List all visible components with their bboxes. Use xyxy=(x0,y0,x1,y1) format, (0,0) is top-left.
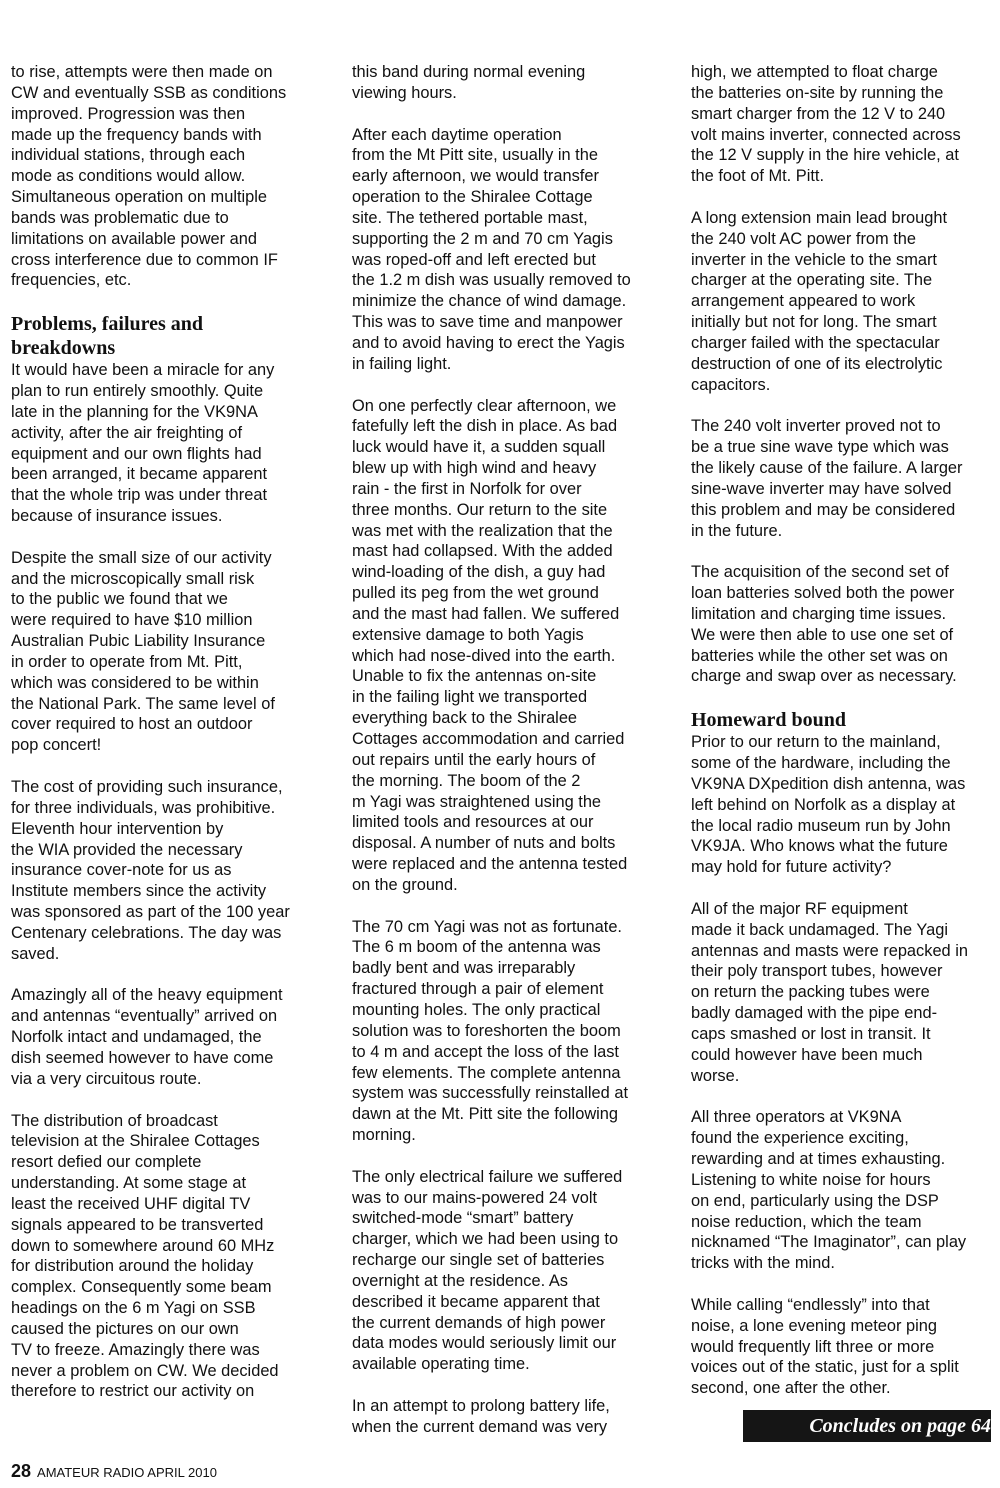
paragraph: After each daytime operation from the Mt Pitt site, usually in the early afternoon, we would transfer operation to the Shiralee Cottage site. The tethered portable mast, supporting the 2 m and 70 cm Yagis was roped-off and left erected but the 1.2 m dish was usually removed to minimize the chance of wind damage. This was to save time and manpower and to avoid having to erect the Yagis in failing light. xyxy=(352,125,631,373)
publication-name: AMATEUR RADIO APRIL 2010 xyxy=(37,1465,217,1480)
continuation-banner: Concludes on page 64 xyxy=(743,1410,991,1442)
page-number: 28 xyxy=(11,1461,32,1481)
paragraph: high, we attempted to float charge the batteries on-site by running the smart charger from the 12 V to 240 volt mains inverter, connected across the 12 V supply in the hire vehicle, at the foot of Mt. Pitt. xyxy=(691,63,961,186)
paragraph: Amazingly all of the heavy equipment and antennas “eventually” arrived on Norfolk intact and undamaged, the dish seemed however to have come via a very circuitous route. xyxy=(11,986,283,1088)
section-heading-problems: Problems, failures and breakdowns xyxy=(11,313,204,360)
paragraph: The cost of providing such insurance, for three individuals, was prohibitive. Eleventh hour intervention by the WIA provided the necessary insurance cover-note for us as Institute members since the activity was sponsored as part of the 100 year Centenary celebrations. The day was saved. xyxy=(11,778,290,963)
paragraph: All three operators at VK9NA found the experience exciting, rewarding and at times exhausting. Listening to white noise for hours on end, particularly using the DSP noise reduction, which the team nicknamed “The Imaginator”, can play tricks with the mind. xyxy=(691,1108,967,1273)
paragraph: to rise, attempts were then made on CW and eventually SSB as conditions improved. Progression was then made up the frequency bands with individual stations, through each mode as conditions would allow. Simultaneous operation on multiple bands was problematic due to limitations on available power and cross interference due to common IF frequencies, etc. xyxy=(11,63,287,290)
paragraph: On one perfectly clear afternoon, we fatefully left the dish in place. As bad luck would have it, a sudden squall blew up with high wind and heavy rain - the first in Norfolk for over three months. Our return to the site was met with the realization that the mast had collapsed. With the added wind-loading of the dish, a guy had pulled its peg from the wet ground and the mast had fallen. We suffered extensive damage to both Yagis which had nose-dived into the earth. Unable to fix the antennas on-site in the failing light we transported everything back to the Shiralee Cottages accommodation and carried out repairs until the early hours of the morning. The boom of the 2 m Yagi was straightened using the limited tools and resources at our disposal. A number of nuts and bolts were replaced and the antenna tested on the ground. xyxy=(352,396,628,894)
paragraph: this band during normal evening viewing hours. xyxy=(352,63,586,102)
paragraph: The only electrical failure we suffered was to our mains-powered 24 volt switched-mode “smart” battery charger, which we had been using to recharge our single set of batteries overnight at the residence. As described it became apparent that the current demands of high power data modes would seriously limit our available operating time. xyxy=(352,1167,623,1374)
paragraph: Despite the small size of our activity and the microscopically small risk to the public we found that we were required to have $10 million Australian Pubic Liability Insurance in order to operate from Mt. Pitt, which was considered to be within the National Park. The same level of cover required to host an outdoor pop concert! xyxy=(11,548,275,755)
column-2 xyxy=(352,62,658,1459)
page-footer xyxy=(11,1462,217,1482)
paragraph: While calling “endlessly” into that noise, a lone evening meteor ping would frequently lift three or more voices out of the static, just for a split second, one after the other. xyxy=(691,1295,959,1398)
paragraph: The 240 volt inverter proved not to be a true sine wave type which was the likely cause of the failure. A larger sine-wave inverter may have solved this problem and may be considered in the future. xyxy=(691,417,963,540)
paragraph: The distribution of broadcast television at the Shiralee Cottages resort defied our complete understanding. At some stage at least the received UHF digital TV signals appeared to be transverted down to somewhere around 60 MHz for distribution around the holiday complex. Consequently some beam headings on the 6 m Yagi on SSB caused the pictures on our own TV to freeze. Amazingly there was never a problem on CW. We decided therefore to restrict our activity on xyxy=(11,1111,279,1401)
paragraph: All of the major RF equipment made it back undamaged. The Yagi antennas and masts were repacked in their poly transport tubes, however on return the packing tubes were badly damaged with the pipe end- caps smashed or lost in transit. It could however have been much worse. xyxy=(691,899,968,1085)
paragraph: In an attempt to prolong battery life, when the current demand was very xyxy=(352,1397,610,1436)
section-heading-homeward: Homeward bound xyxy=(691,709,847,732)
paragraph: A long extension main lead brought the 240 volt AC power from the inverter in the vehicle to the smart charger at the operating site. The arrangement appeared to work initially but not for long. The smart charger failed with the spectacular destruction of one of its electrolytic capacitors. xyxy=(691,208,948,394)
column-1 xyxy=(11,62,313,1423)
paragraph: The 70 cm Yagi was not as fortunate. The 6 m boom of the antenna was badly bent and was irreparably fractured through a pair of element mounting holes. The only practical solution was to foreshorten the boom to 4 m and accept the loss of the last few elements. The complete antenna system was successfully reinstalled at dawn at the Mt. Pitt site the following morning. xyxy=(352,917,629,1145)
paragraph: The acquisition of the second set of loan batteries solved both the power limitation and charging time issues. We were then able to use one set of batteries while the other set was on charge and swap over as necessary. xyxy=(691,563,957,686)
column-3 xyxy=(691,62,991,1420)
paragraph: It would have been a miracle for any plan to run entirely smoothly. Quite late in the planning for the VK9NA activity, after the air freighting of equipment and our own flights had been arranged, it became apparent that the whole trip was under threat because of insurance issues. xyxy=(11,361,275,526)
paragraph: Prior to our return to the mainland, some of the hardware, including the VK9NA DXpedition dish antenna, was left behind on Norfolk as a display at the local radio museum run by John VK9JA. Who knows what the future may hold for future activity? xyxy=(691,733,966,877)
